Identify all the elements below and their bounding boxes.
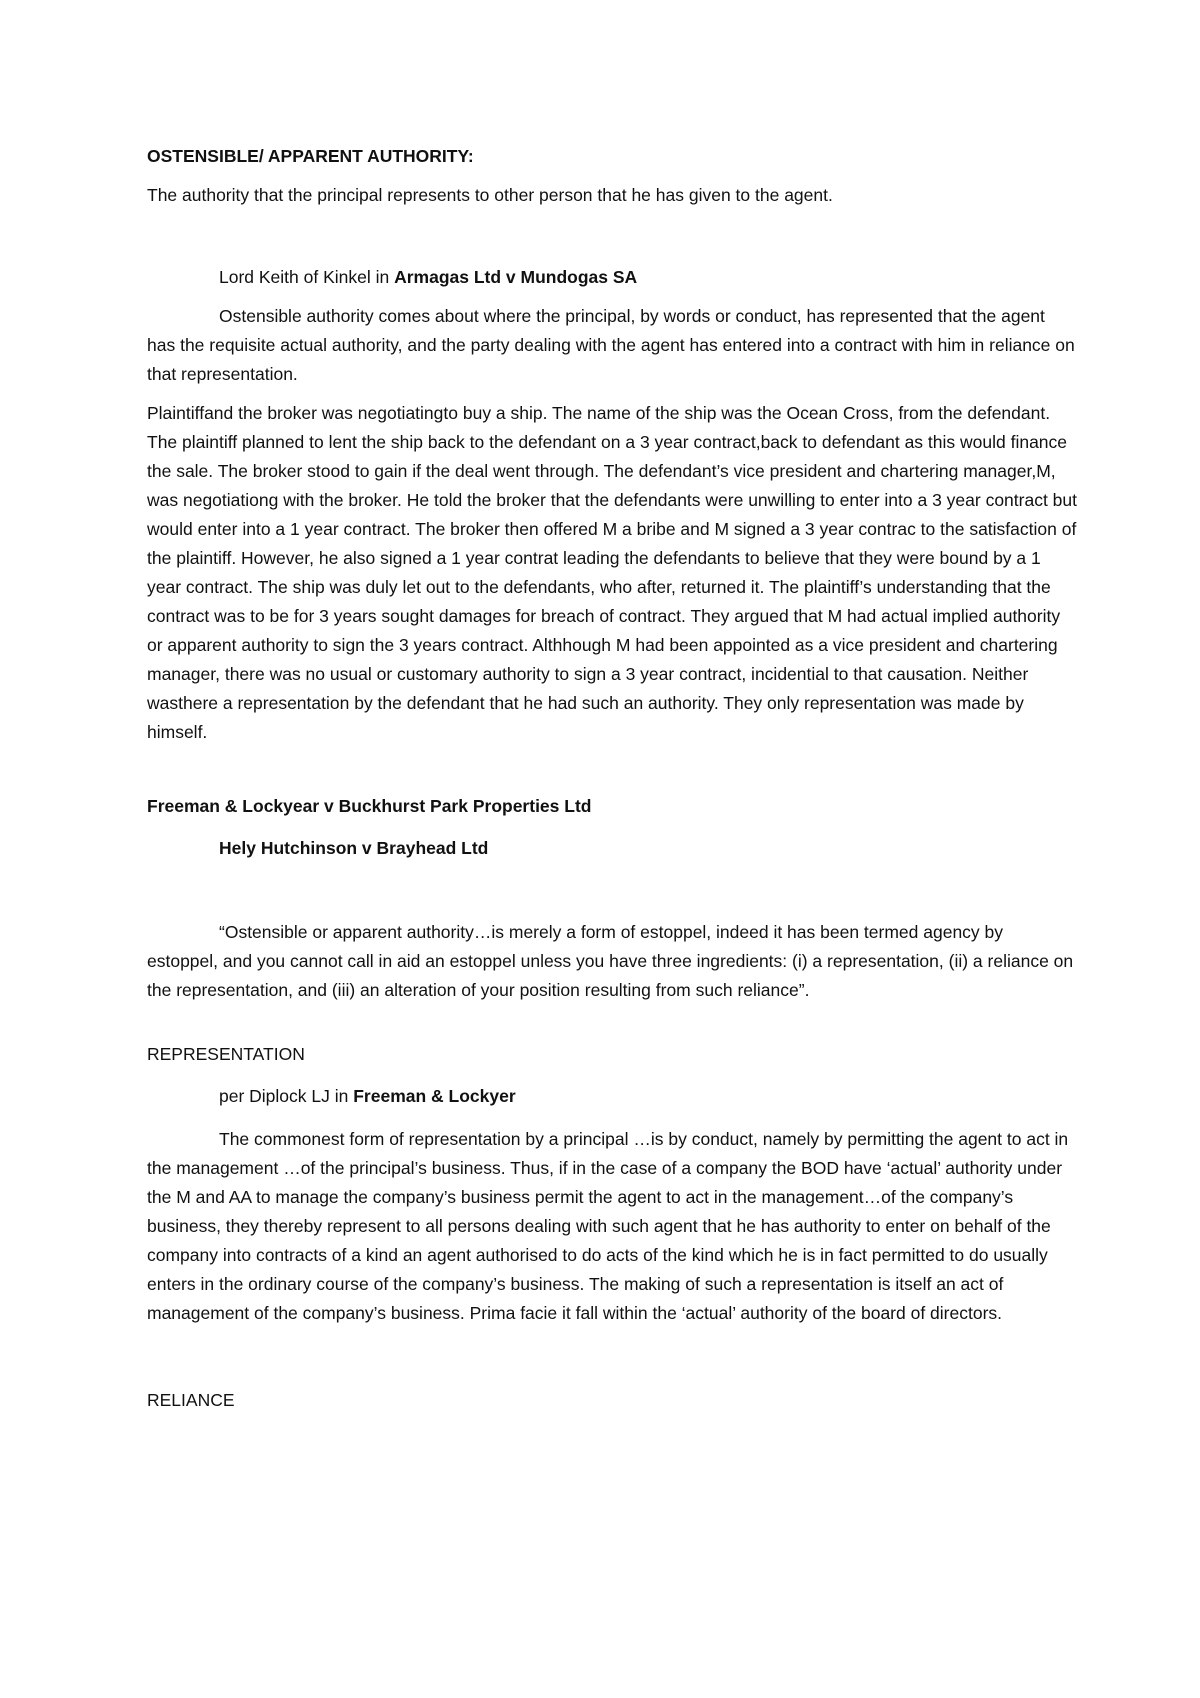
case-name-hely: Hely Hutchinson v Brayhead Ltd: [219, 838, 489, 858]
section-heading-reliance: RELIANCE: [147, 1390, 235, 1410]
citation-case-name: Freeman & Lockyer: [353, 1086, 516, 1106]
armagas-citation: [219, 263, 1149, 292]
section-heading: OSTENSIBLE/ APPARENT AUTHORITY:: [147, 146, 474, 166]
citation-judge: Lord Keith of Kinkel in: [219, 267, 395, 287]
section-heading-representation: REPRESENTATION: [147, 1044, 305, 1064]
citation-judge: per Diplock LJ in: [219, 1086, 354, 1106]
case-name-freeman: Freeman & Lockyear v Buckhurst Park Properties Ltd: [147, 796, 592, 816]
definition-text: The authority that the principal represents to other person that he has given to the agent.: [147, 185, 833, 205]
citation-case-name: Armagas Ltd v Mundogas SA: [394, 267, 638, 287]
diplock-quote: The commonest form of representation by a principal …is by conduct, namely by permitting the agent to act in the management …of the principal’s business. Thus, if in the case of a company the BOD have ‘actual’ authority under the M and AA to manage the company’s business permit the agent to act in the management…of the company’s business, they thereby represent to all persons dealing with such agent that he has authority to enter on behalf of the company into contracts of a kind an agent authorised to do acts of the kind which he is in fact permitted to do usually enters in the ordinary course of the company’s business. The making of such a representation is itself an act of management of the company’s business. Prima facie it fall within the ‘actual’ authority of the board of directors.: [147, 1129, 1069, 1323]
armagas-quote: Ostensible authority comes about where the principal, by words or conduct, has represented that the agent has the requisite actual authority, and the party dealing with the agent has entered into a contract with him in reliance on that representation.: [147, 306, 1075, 384]
diplock-citation: [219, 1082, 1149, 1111]
estoppel-quote: “Ostensible or apparent authority…is merely a form of estoppel, indeed it has been termed agency by estoppel, and you cannot call in aid an estoppel unless you have three ingredients: (i) a representation, (ii) a reliance on the representation, and (iii) an alteration of your position resulting from such reliance”.: [147, 922, 1074, 1000]
case-facts: Plaintiffand the broker was negotiatingto buy a ship. The name of the ship was the Ocean Cross, from the defendant. The plaintiff planned to lent the ship back to the defendant on a 3 year contract,back to defendant as this would finance the sale. The broker stood to gain if the deal went through. The defendant’s vice president and chartering manager,M, was negotiationg with the broker. He told the broker that the defendants were unwilling to enter into a 3 year contract but would enter into a 1 year contract. The broker then offered M a bribe and M signed a 3 year contrac to the satisfaction of the plaintiff. However, he also signed a 1 year contrat leading the defendants to believe that they were bound by a 1 year contract. The ship was duly let out to the defendants, who after, returned it. The plaintiff’s understanding that the contract was to be for 3 years sought damages for breach of contract. They argued that M had actual implied authority or apparent authority to sign the 3 years contract. Althhough M had been appointed as a vice president and chartering manager, there was no usual or customary authority to sign a 3 year contract, incidential to that causation. Neither wasthere a representation by the defendant that he had such an authority. They only representation was made by himself.: [147, 403, 1078, 742]
